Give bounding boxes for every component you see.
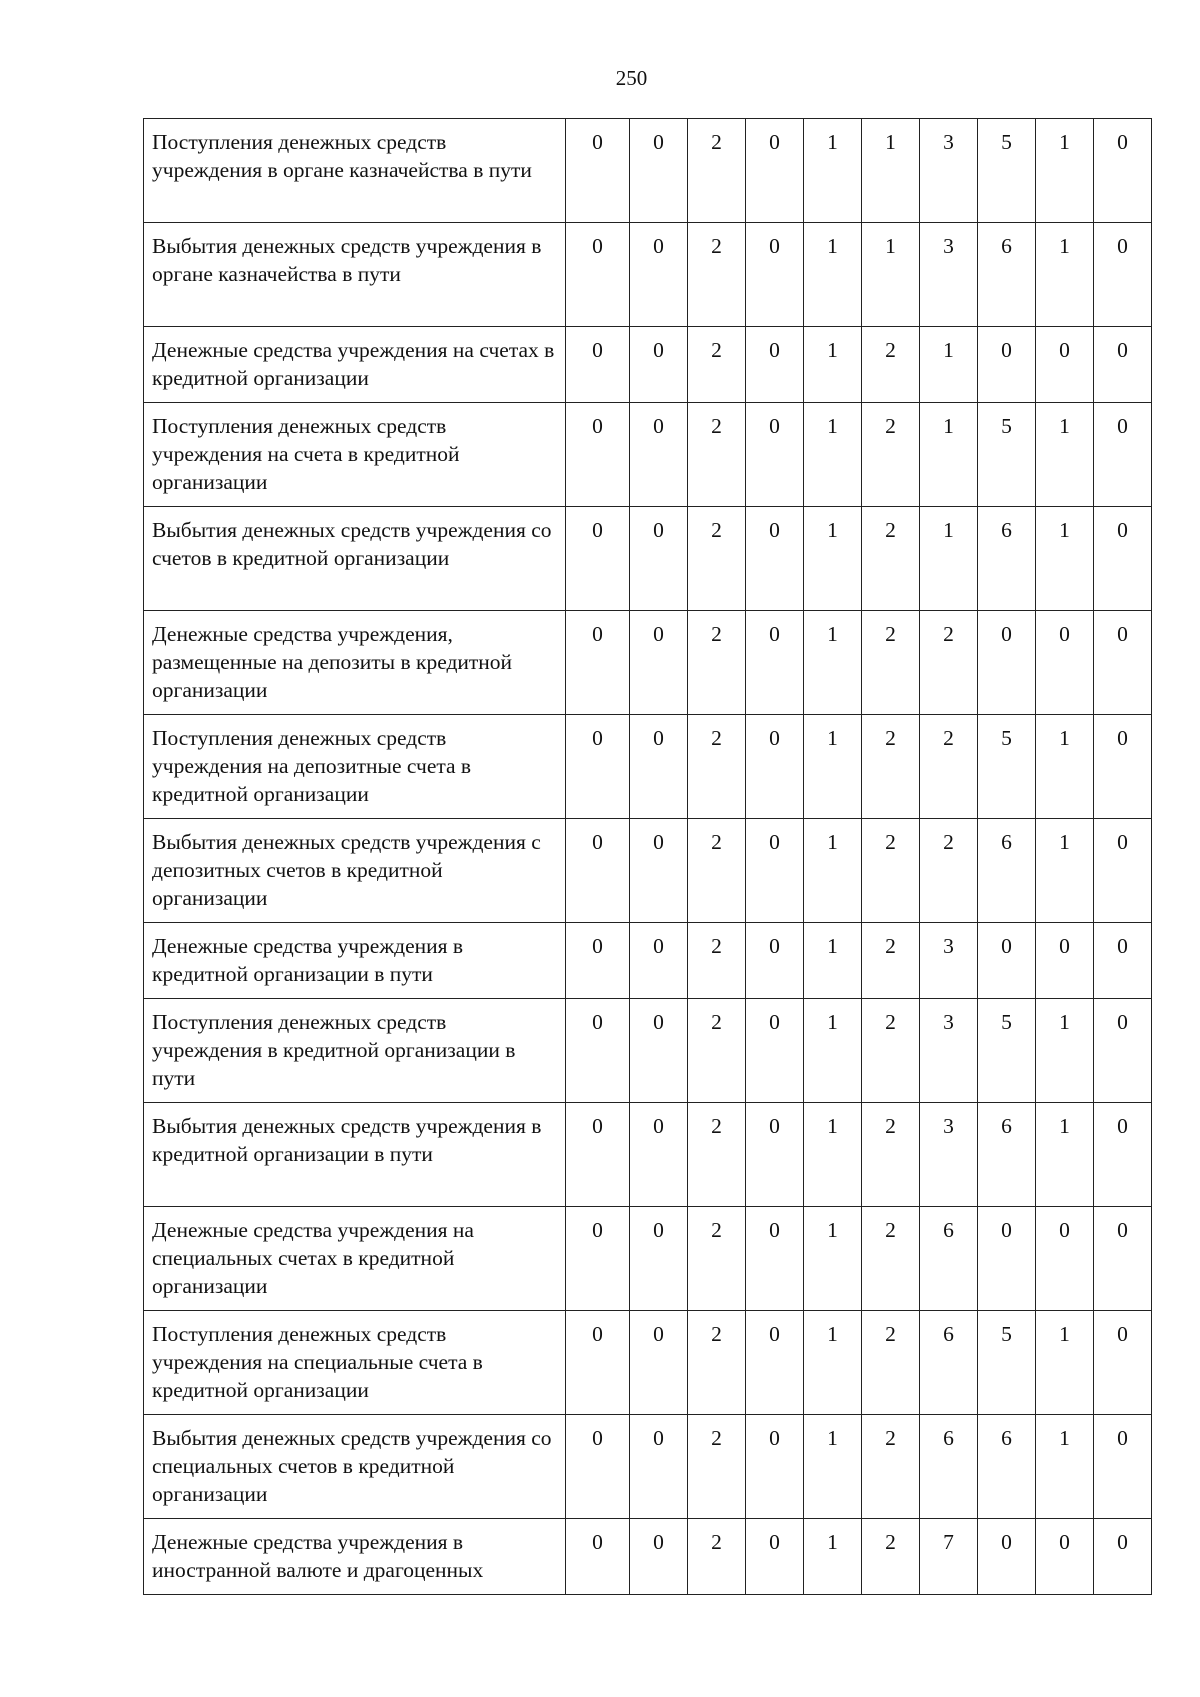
code-digit-cell: 6	[978, 819, 1036, 923]
code-digit-cell: 1	[804, 1207, 862, 1311]
code-digit-cell: 2	[688, 1519, 746, 1595]
code-digit-cell: 2	[688, 223, 746, 327]
code-digit-cell: 0	[630, 1311, 688, 1415]
code-digit-cell: 6	[920, 1415, 978, 1519]
account-name-cell: Поступления денежных средств учреждения на специальные счета в кредитной организации	[144, 1311, 566, 1415]
code-digit-cell: 0	[630, 403, 688, 507]
table-row	[144, 1519, 1152, 1595]
code-digit-cell: 6	[920, 1311, 978, 1415]
code-digit-cell: 0	[630, 1103, 688, 1207]
code-digit-cell: 1	[804, 819, 862, 923]
code-digit-cell: 1	[804, 999, 862, 1103]
code-digit-cell: 0	[566, 923, 630, 999]
account-name-cell: Денежные средства учреждения в кредитной организации в пути	[144, 923, 566, 999]
code-digit-cell: 0	[566, 1207, 630, 1311]
code-digit-cell: 2	[862, 611, 920, 715]
code-digit-cell: 1	[1036, 1311, 1094, 1415]
code-digit-cell: 2	[688, 923, 746, 999]
code-digit-cell: 0	[746, 819, 804, 923]
code-digit-cell: 2	[862, 999, 920, 1103]
code-digit-cell: 1	[862, 119, 920, 223]
code-digit-cell: 1	[804, 1519, 862, 1595]
code-digit-cell: 1	[1036, 507, 1094, 611]
code-digit-cell: 0	[746, 1311, 804, 1415]
code-digit-cell: 0	[1094, 119, 1152, 223]
code-digit-cell: 0	[1036, 327, 1094, 403]
table-row	[144, 1311, 1152, 1415]
code-digit-cell: 2	[688, 327, 746, 403]
table-row	[144, 507, 1152, 611]
code-digit-cell: 6	[978, 1415, 1036, 1519]
code-digit-cell: 0	[1036, 1207, 1094, 1311]
code-digit-cell: 1	[804, 1415, 862, 1519]
code-digit-cell: 1	[1036, 1415, 1094, 1519]
account-name-cell: Выбытия денежных средств учреждения в органе казначейства в пути	[144, 223, 566, 327]
code-digit-cell: 3	[920, 1103, 978, 1207]
code-digit-cell: 6	[978, 507, 1036, 611]
code-digit-cell: 2	[688, 715, 746, 819]
code-digit-cell: 0	[1094, 1207, 1152, 1311]
code-digit-cell: 0	[1094, 611, 1152, 715]
code-digit-cell: 0	[566, 1311, 630, 1415]
table-row	[144, 611, 1152, 715]
code-digit-cell: 0	[566, 327, 630, 403]
code-digit-cell: 2	[688, 1415, 746, 1519]
code-digit-cell: 0	[566, 507, 630, 611]
code-digit-cell: 1	[804, 403, 862, 507]
account-name-cell: Выбытия денежных средств учреждения с депозитных счетов в кредитной организации	[144, 819, 566, 923]
code-digit-cell: 0	[566, 1415, 630, 1519]
code-digit-cell: 0	[1094, 1519, 1152, 1595]
code-digit-cell: 1	[920, 507, 978, 611]
code-digit-cell: 2	[862, 1207, 920, 1311]
code-digit-cell: 2	[688, 1103, 746, 1207]
code-digit-cell: 1	[804, 611, 862, 715]
table-row	[144, 223, 1152, 327]
code-digit-cell: 1	[804, 1103, 862, 1207]
account-name-cell: Поступления денежных средств учреждения на счета в кредитной организации	[144, 403, 566, 507]
code-digit-cell: 0	[978, 1207, 1036, 1311]
code-digit-cell: 0	[1094, 819, 1152, 923]
code-digit-cell: 2	[688, 403, 746, 507]
code-digit-cell: 0	[746, 1207, 804, 1311]
code-digit-cell: 2	[862, 403, 920, 507]
code-digit-cell: 0	[630, 119, 688, 223]
code-digit-cell: 0	[746, 403, 804, 507]
code-digit-cell: 2	[862, 1311, 920, 1415]
code-digit-cell: 2	[688, 507, 746, 611]
code-digit-cell: 5	[978, 403, 1036, 507]
table-row	[144, 327, 1152, 403]
code-digit-cell: 1	[1036, 715, 1094, 819]
code-digit-cell: 2	[688, 1311, 746, 1415]
table-row	[144, 119, 1152, 223]
code-digit-cell: 0	[1036, 923, 1094, 999]
code-digit-cell: 0	[746, 507, 804, 611]
code-digit-cell: 2	[920, 715, 978, 819]
code-digit-cell: 0	[630, 923, 688, 999]
code-digit-cell: 2	[688, 119, 746, 223]
code-digit-cell: 5	[978, 1311, 1036, 1415]
code-digit-cell: 2	[862, 1103, 920, 1207]
code-digit-cell: 0	[566, 999, 630, 1103]
code-digit-cell: 5	[978, 715, 1036, 819]
code-digit-cell: 0	[566, 1103, 630, 1207]
code-digit-cell: 1	[1036, 223, 1094, 327]
account-name-cell: Выбытия денежных средств учреждения со специальных счетов в кредитной организации	[144, 1415, 566, 1519]
code-digit-cell: 0	[746, 327, 804, 403]
code-digit-cell: 0	[1094, 223, 1152, 327]
code-digit-cell: 0	[746, 923, 804, 999]
code-digit-cell: 0	[630, 1207, 688, 1311]
table-row	[144, 715, 1152, 819]
code-digit-cell: 1	[804, 327, 862, 403]
code-digit-cell: 0	[1036, 611, 1094, 715]
code-digit-cell: 0	[630, 715, 688, 819]
code-digit-cell: 1	[1036, 403, 1094, 507]
code-digit-cell: 6	[978, 223, 1036, 327]
code-digit-cell: 2	[920, 611, 978, 715]
code-digit-cell: 0	[1094, 715, 1152, 819]
accounts-table	[143, 118, 1152, 1595]
code-digit-cell: 2	[862, 1519, 920, 1595]
code-digit-cell: 2	[688, 999, 746, 1103]
code-digit-cell: 0	[746, 119, 804, 223]
code-digit-cell: 0	[566, 715, 630, 819]
code-digit-cell: 0	[1094, 327, 1152, 403]
code-digit-cell: 0	[630, 1415, 688, 1519]
code-digit-cell: 6	[920, 1207, 978, 1311]
code-digit-cell: 0	[746, 611, 804, 715]
account-name-cell: Поступления денежных средств учреждения в кредитной организации в пути	[144, 999, 566, 1103]
code-digit-cell: 0	[1036, 1519, 1094, 1595]
code-digit-cell: 0	[630, 327, 688, 403]
code-digit-cell: 1	[804, 923, 862, 999]
code-digit-cell: 2	[920, 819, 978, 923]
code-digit-cell: 2	[688, 819, 746, 923]
account-name-cell: Денежные средства учреждения в иностранной валюте и драгоценных	[144, 1519, 566, 1595]
code-digit-cell: 1	[804, 507, 862, 611]
code-digit-cell: 1	[1036, 999, 1094, 1103]
code-digit-cell: 0	[978, 327, 1036, 403]
code-digit-cell: 0	[746, 1519, 804, 1595]
code-digit-cell: 2	[862, 327, 920, 403]
code-digit-cell: 0	[566, 819, 630, 923]
code-digit-cell: 0	[1094, 1311, 1152, 1415]
account-name-cell: Денежные средства учреждения на специальных счетах в кредитной организации	[144, 1207, 566, 1311]
code-digit-cell: 2	[862, 923, 920, 999]
table-row	[144, 1207, 1152, 1311]
account-name-cell: Денежные средства учреждения на счетах в кредитной организации	[144, 327, 566, 403]
code-digit-cell: 1	[1036, 119, 1094, 223]
code-digit-cell: 1	[1036, 819, 1094, 923]
code-digit-cell: 1	[804, 715, 862, 819]
code-digit-cell: 0	[566, 223, 630, 327]
account-name-cell: Выбытия денежных средств учреждения в кредитной организации в пути	[144, 1103, 566, 1207]
code-digit-cell: 0	[1094, 507, 1152, 611]
code-digit-cell: 2	[862, 819, 920, 923]
code-digit-cell: 0	[978, 923, 1036, 999]
code-digit-cell: 0	[630, 1519, 688, 1595]
code-digit-cell: 0	[566, 119, 630, 223]
code-digit-cell: 0	[746, 223, 804, 327]
code-digit-cell: 2	[688, 611, 746, 715]
table-row	[144, 403, 1152, 507]
code-digit-cell: 0	[1094, 403, 1152, 507]
code-digit-cell: 5	[978, 119, 1036, 223]
code-digit-cell: 7	[920, 1519, 978, 1595]
code-digit-cell: 0	[630, 507, 688, 611]
code-digit-cell: 1	[862, 223, 920, 327]
code-digit-cell: 0	[746, 1103, 804, 1207]
code-digit-cell: 0	[630, 999, 688, 1103]
code-digit-cell: 0	[630, 223, 688, 327]
code-digit-cell: 0	[978, 611, 1036, 715]
code-digit-cell: 0	[1094, 999, 1152, 1103]
code-digit-cell: 1	[1036, 1103, 1094, 1207]
account-name-cell: Поступления денежных средств учреждения на депозитные счета в кредитной организации	[144, 715, 566, 819]
table-row	[144, 999, 1152, 1103]
code-digit-cell: 0	[1094, 923, 1152, 999]
code-digit-cell: 1	[804, 1311, 862, 1415]
code-digit-cell: 2	[862, 715, 920, 819]
code-digit-cell: 0	[566, 611, 630, 715]
code-digit-cell: 1	[804, 119, 862, 223]
code-digit-cell: 5	[978, 999, 1036, 1103]
table-row	[144, 819, 1152, 923]
code-digit-cell: 3	[920, 923, 978, 999]
code-digit-cell: 0	[566, 1519, 630, 1595]
code-digit-cell: 0	[1094, 1103, 1152, 1207]
code-digit-cell: 2	[862, 1415, 920, 1519]
code-digit-cell: 0	[1094, 1415, 1152, 1519]
code-digit-cell: 2	[688, 1207, 746, 1311]
code-digit-cell: 1	[804, 223, 862, 327]
code-digit-cell: 3	[920, 999, 978, 1103]
code-digit-cell: 0	[630, 819, 688, 923]
code-digit-cell: 0	[978, 1519, 1036, 1595]
table-row	[144, 923, 1152, 999]
page-number: 250	[615, 66, 648, 90]
table-row	[144, 1415, 1152, 1519]
code-digit-cell: 1	[920, 403, 978, 507]
code-digit-cell: 0	[630, 611, 688, 715]
code-digit-cell: 3	[920, 223, 978, 327]
code-digit-cell: 0	[746, 1415, 804, 1519]
code-digit-cell: 1	[920, 327, 978, 403]
code-digit-cell: 2	[862, 507, 920, 611]
code-digit-cell: 3	[920, 119, 978, 223]
code-digit-cell: 0	[746, 999, 804, 1103]
account-name-cell: Поступления денежных средств учреждения в органе казначейства в пути	[144, 119, 566, 223]
code-digit-cell: 6	[978, 1103, 1036, 1207]
table-body	[144, 119, 1152, 1595]
account-name-cell: Выбытия денежных средств учреждения со счетов в кредитной организации	[144, 507, 566, 611]
account-name-cell: Денежные средства учреждения, размещенные на депозиты в кредитной организации	[144, 611, 566, 715]
table-row	[144, 1103, 1152, 1207]
code-digit-cell: 0	[566, 403, 630, 507]
code-digit-cell: 0	[746, 715, 804, 819]
